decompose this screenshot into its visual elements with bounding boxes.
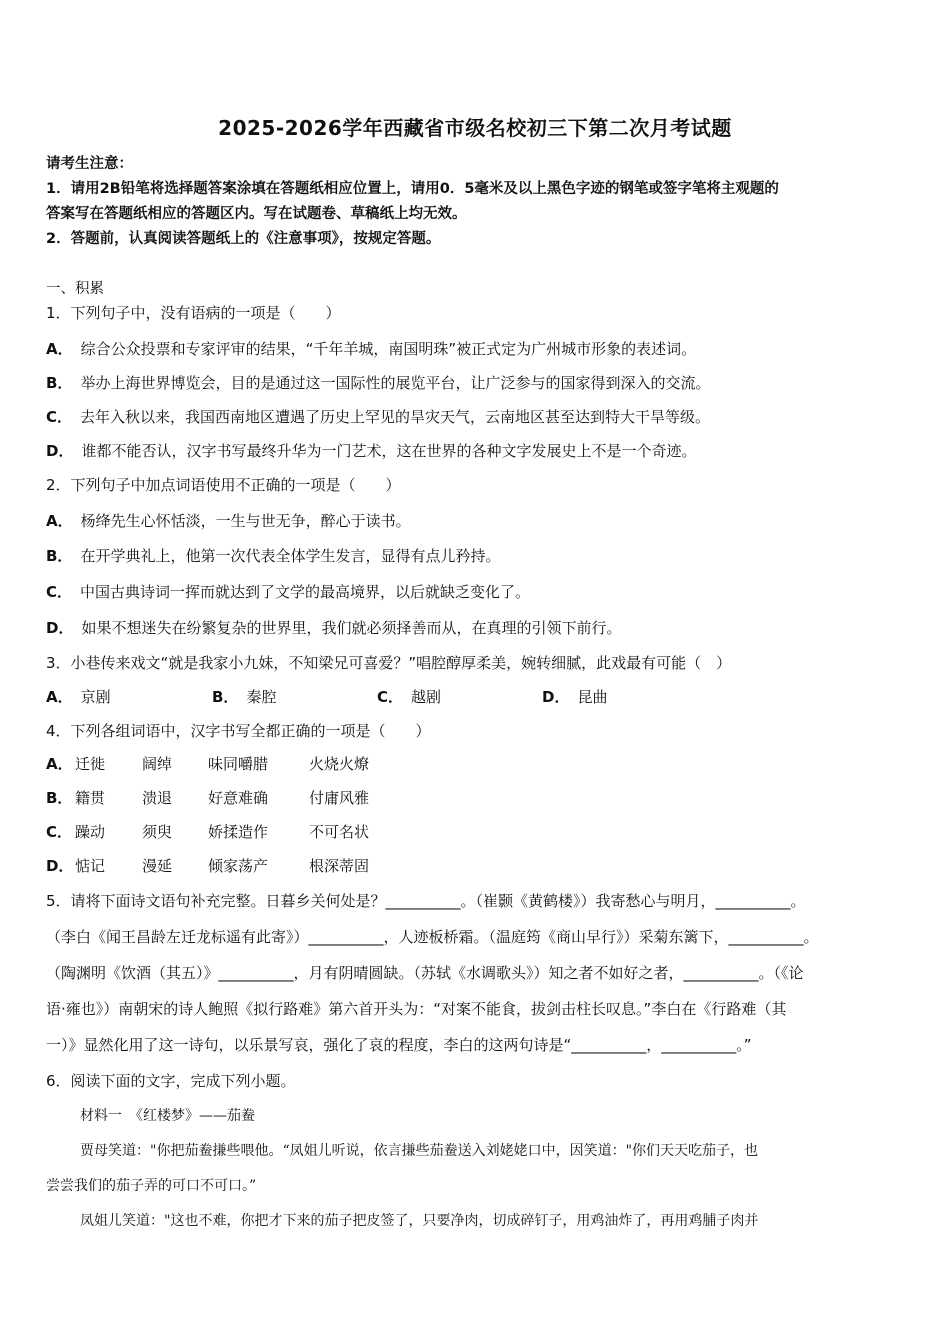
material-title: 材料一 《红楼梦》——茄鲞 <box>80 1108 255 1124</box>
question-2-option-b[interactable] <box>46 545 500 566</box>
question-4-stem: 4．下列各组词语中，汉字书写全都正确的一项是（ ） <box>46 722 431 740</box>
option-label: A． <box>46 340 73 358</box>
question-2-stem: 2．下列句子中加点词语使用不正确的一项是（ ） <box>46 476 401 494</box>
question-5-line-2: （李白《闻王昌龄左迁龙标遥有此寄》）__________，人迹板桥霜。（温庭筠《商山早行》）采菊东篱下，__________。 <box>46 928 819 946</box>
question-1-option-d[interactable] <box>46 440 696 461</box>
notice-item-1b: 答案写在答题纸相应的答题区内。写在试题卷、草稿纸上均无效。 <box>46 206 467 222</box>
word: 倾家荡产 <box>208 857 269 875</box>
option-text: 谁都不能否认，汉字书写最终升华为一门艺术，这在世界的各种文字发展史上不是一个奇迹。 <box>81 442 697 460</box>
question-3-option-c[interactable] <box>377 686 441 707</box>
word: 好意难确 <box>208 789 269 807</box>
option-text: 杨绛先生心怀恬淡，一生与世无争，醉心于读书。 <box>80 512 411 530</box>
word: 漫延 <box>142 857 173 875</box>
option-text: 越剧 <box>411 688 442 706</box>
option-text: 京剧 <box>80 688 111 706</box>
option-label: D． <box>46 442 74 460</box>
question-3-option-b[interactable] <box>212 686 276 707</box>
question-4-option-a-label[interactable]: A． <box>46 755 73 773</box>
question-3-option-d[interactable] <box>542 686 607 707</box>
option-label: C． <box>377 688 404 706</box>
passage-line: 凤姐儿笑道："这也不难，你把才下来的茄子把皮签了，只要净肉，切成碎钉子，用鸡油炸了，再用鸡脯子肉并 <box>80 1213 759 1229</box>
question-1-stem: 1．下列句子中，没有语病的一项是（ ） <box>46 304 341 322</box>
option-label: B． <box>212 688 239 706</box>
word: 躁动 <box>75 823 106 841</box>
word: 付庸风雅 <box>309 789 370 807</box>
option-label: A． <box>46 688 73 706</box>
question-1-option-c[interactable] <box>46 406 710 427</box>
option-label: D． <box>46 619 74 637</box>
word: 籍贯 <box>75 789 106 807</box>
option-text: 去年入秋以来，我国西南地区遭遇了历史上罕见的旱灾天气，云南地区甚至达到特大干旱等级。 <box>80 408 711 426</box>
question-5-line-3: （陶渊明《饮酒（其五）》__________，月有阴晴圆缺。（苏轼《水调歌头》）知之者不如好之者，__________。（《论 <box>46 964 804 982</box>
option-label: D． <box>542 688 570 706</box>
question-5-line-4: 语·雍也》）南朝宋的诗人鲍照《拟行路难》第六首开头为：“对案不能食，拔剑击柱长叹息。”李白在《行路难（其 <box>46 1000 787 1018</box>
notice-heading: 请考生注意： <box>46 156 133 172</box>
option-text: 如果不想迷失在纷繁复杂的世界里，我们就必须择善而从，在真理的引领下前行。 <box>81 619 622 637</box>
question-2-option-c[interactable] <box>46 581 530 602</box>
word: 溃退 <box>142 789 173 807</box>
passage-line: 尝尝我们的茄子弄的可口不可口。” <box>46 1178 257 1194</box>
question-5-line-5: 一）》显然化用了这一诗句，以乐景写哀，强化了哀的程度，李白的这两句诗是“__________，__________。” <box>46 1036 752 1054</box>
option-text: 综合公众投票和专家评审的结果，“千年羊城，南国明珠”被正式定为广州城市形象的表述词。 <box>80 340 697 358</box>
option-text: 在开学典礼上，他第一次代表全体学生发言，显得有点儿矜持。 <box>80 547 501 565</box>
option-label: B． <box>46 374 73 392</box>
word: 娇揉造作 <box>208 823 269 841</box>
question-2-option-d[interactable] <box>46 617 621 638</box>
question-4-option-b-label[interactable]: B． <box>46 789 73 807</box>
option-label: C． <box>46 583 73 601</box>
word: 火烧火燎 <box>309 755 370 773</box>
word: 迁徙 <box>75 755 106 773</box>
passage-line: 贾母笑道："你把茄鲞搛些喂他。“凤姐儿听说，依言搛些茄鲞送入刘姥姥口中，因笑道："你们天天吃茄子，也 <box>80 1143 759 1159</box>
question-3-option-a[interactable] <box>46 686 111 707</box>
question-4-option-d-label[interactable]: D． <box>46 857 74 875</box>
word: 阔绰 <box>142 755 173 773</box>
question-6-stem: 6．阅读下面的文字，完成下列小题。 <box>46 1072 296 1090</box>
question-1-option-a[interactable] <box>46 338 696 359</box>
word: 根深蒂固 <box>309 857 370 875</box>
word: 惦记 <box>75 857 106 875</box>
word: 不可名状 <box>309 823 370 841</box>
notice-item-2: 2．答题前，认真阅读答题纸上的《注意事项》，按规定答题。 <box>46 231 441 247</box>
question-4-option-c-label[interactable]: C． <box>46 823 73 841</box>
option-label: B． <box>46 547 73 565</box>
question-3-stem: 3．小巷传来戏文“就是我家小九妹，不知梁兄可喜爱？”唱腔醇厚柔美，婉转细腻，此戏最有可能（ ） <box>46 654 732 672</box>
section-heading: 一、积累 <box>46 281 104 297</box>
question-5-line-1: 5．请将下面诗文语句补充完整。日暮乡关何处是？__________。（崔颢《黄鹤楼》）我寄愁心与明月，__________。 <box>46 892 806 910</box>
word: 味同嚼腊 <box>208 755 269 773</box>
option-text: 秦腔 <box>246 688 277 706</box>
page-title: 2025-2026学年西藏省市级名校初三下第二次月考试题 <box>218 116 732 140</box>
question-1-option-b[interactable] <box>46 372 710 393</box>
option-text: 举办上海世界博览会，目的是通过这一国际性的展览平台，让广泛参与的国家得到深入的交流。 <box>80 374 711 392</box>
option-text: 昆曲 <box>577 688 608 706</box>
option-label: C． <box>46 408 73 426</box>
option-text: 中国古典诗词一挥而就达到了文学的最高境界，以后就缺乏变化了。 <box>80 583 531 601</box>
notice-item-1a: 1．请用2B铅笔将选择题答案涂填在答题纸相应位置上，请用0．5毫米及以上黑色字迹的钢笔或签字笔将主观题的 <box>46 181 779 197</box>
option-label: A． <box>46 512 73 530</box>
word: 须臾 <box>142 823 173 841</box>
question-2-option-a[interactable] <box>46 510 411 531</box>
